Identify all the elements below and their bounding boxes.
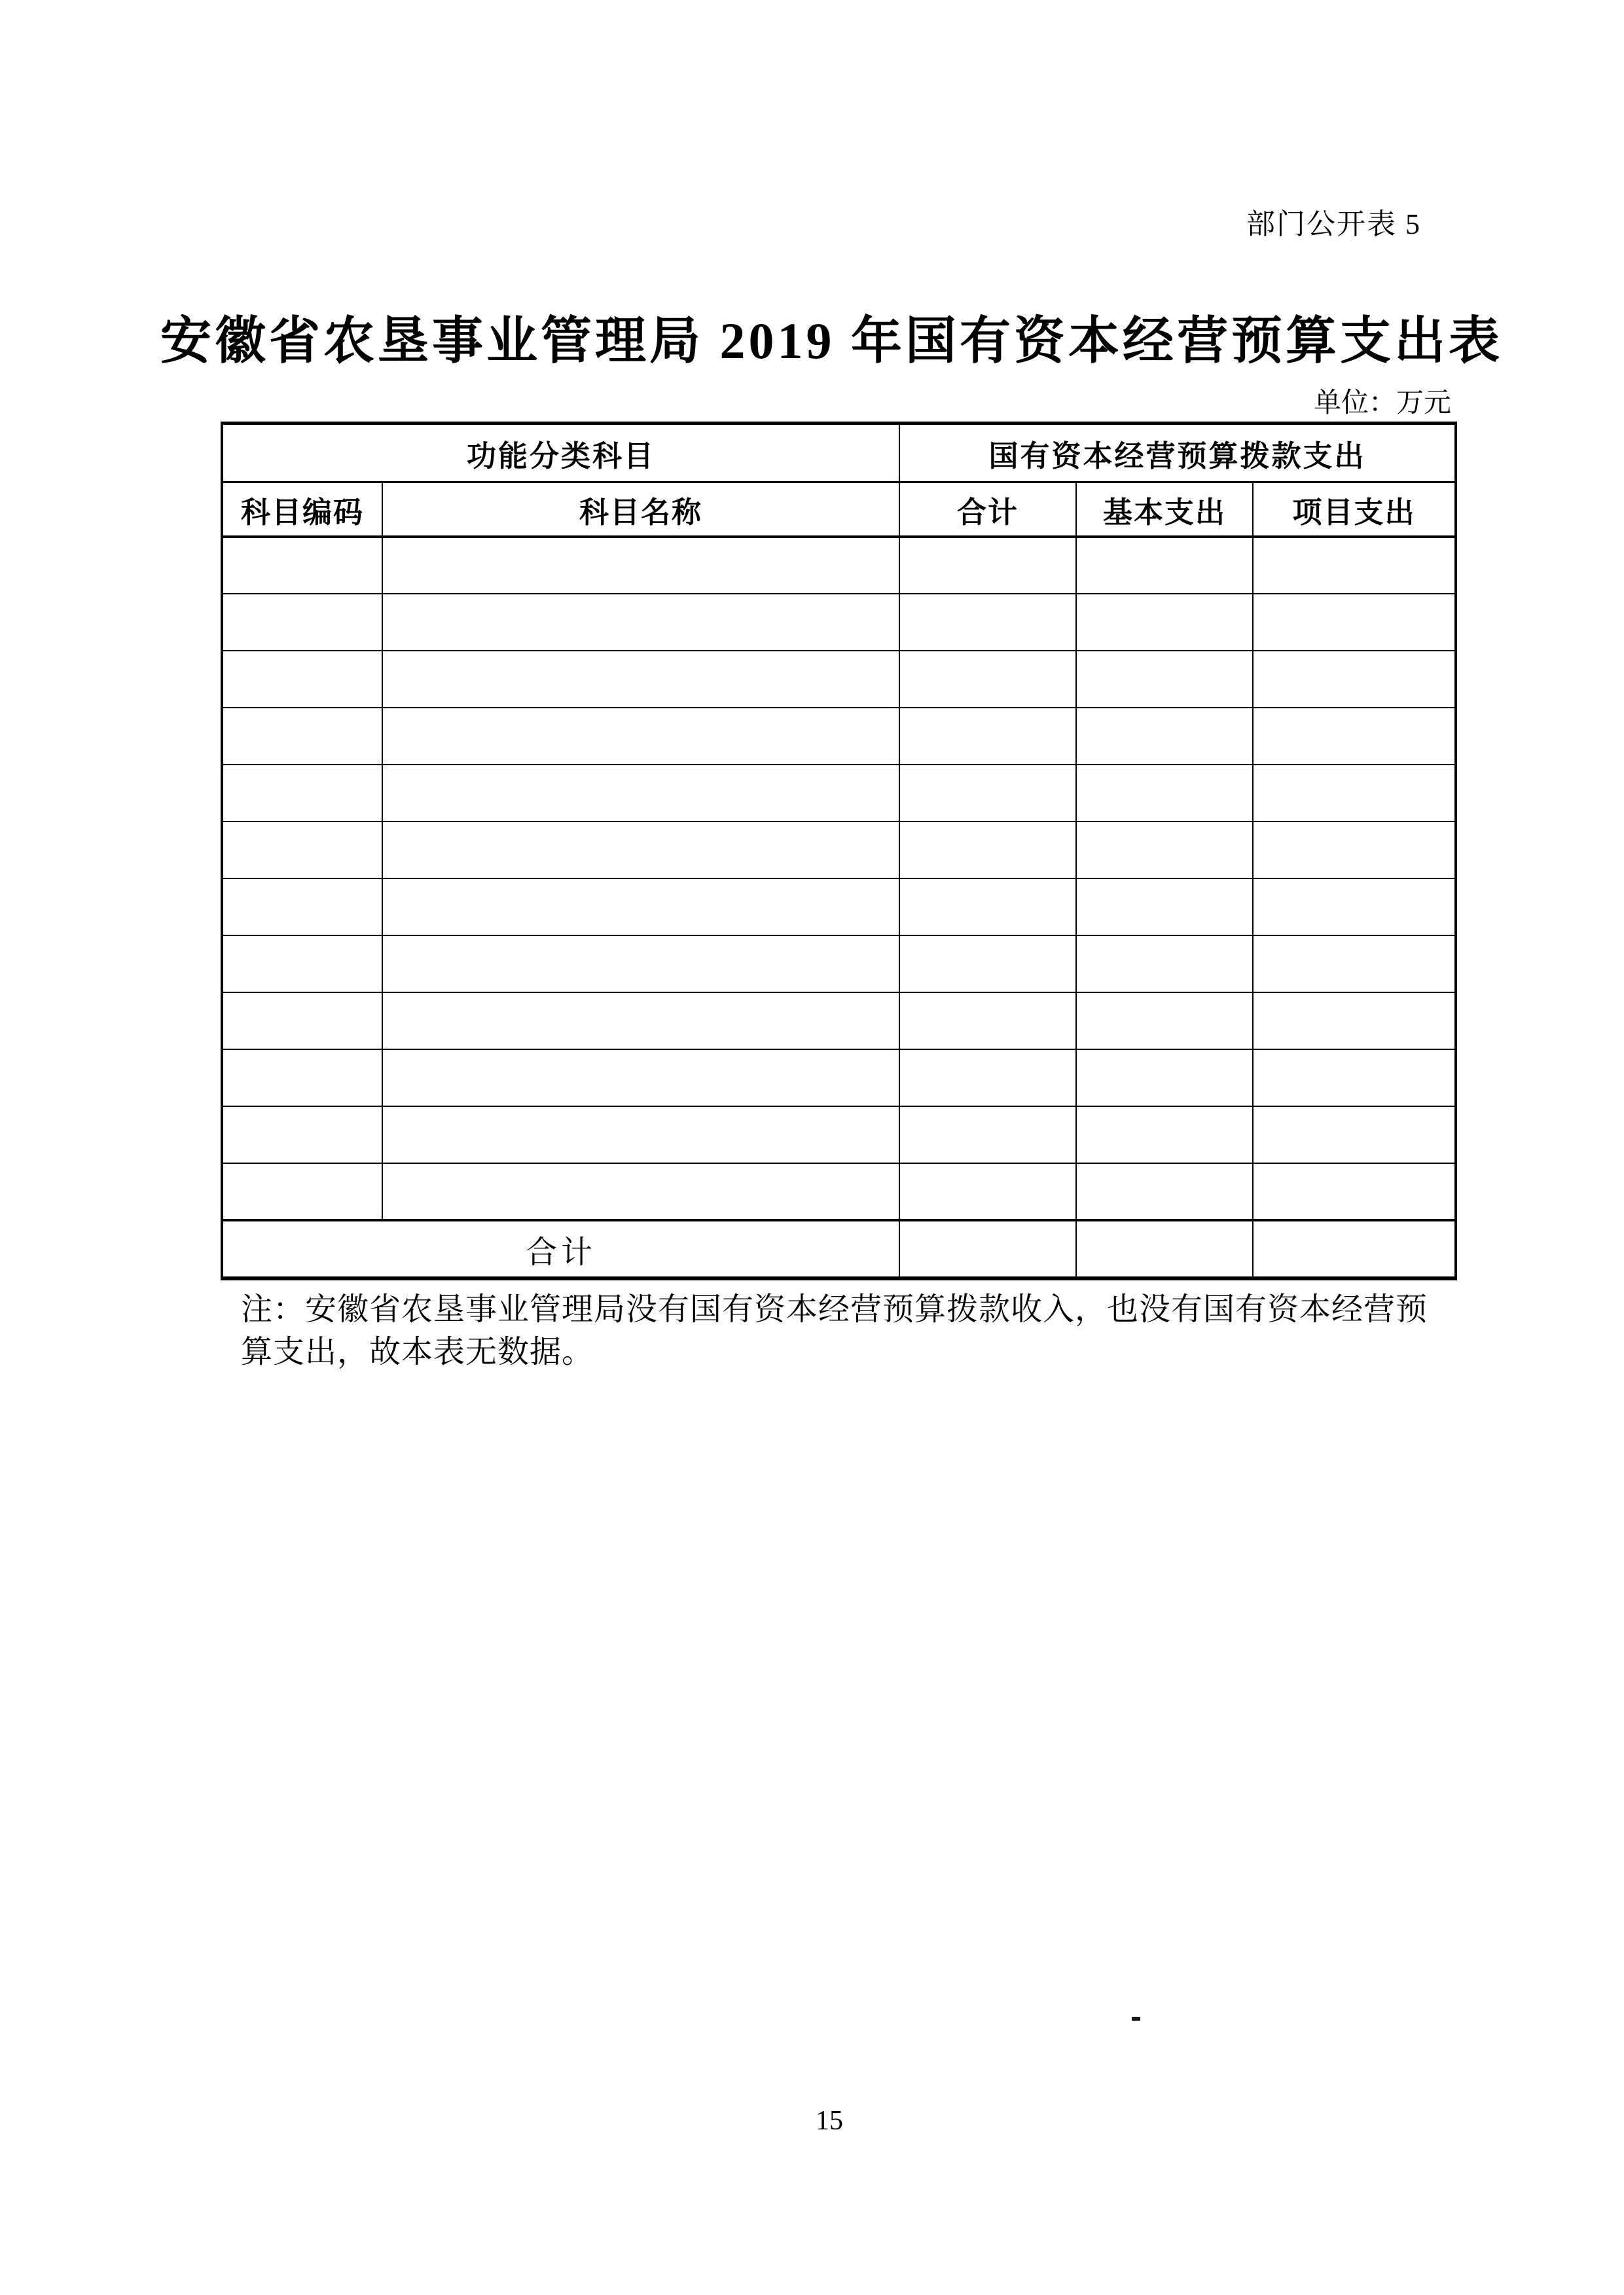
col-header-total: 合计 <box>899 482 1076 537</box>
table-cell <box>1253 765 1456 822</box>
table-row <box>222 651 1456 708</box>
footnote-line-1: 注：安徽省农垦事业管理局没有国有资本经营预算拨款收入，也没有国有资本经营预 <box>241 1292 1428 1327</box>
table-cell <box>899 1106 1076 1163</box>
table-cell <box>382 537 899 594</box>
scan-artifact-mark <box>1132 2017 1140 2021</box>
table-cell <box>382 878 899 935</box>
col-header-subject-name: 科目名称 <box>382 482 899 537</box>
table-row <box>222 992 1456 1049</box>
table-cell <box>1076 537 1253 594</box>
table-cell <box>222 765 382 822</box>
table-row <box>222 765 1456 822</box>
table-cell <box>382 594 899 651</box>
total-row <box>222 1220 1456 1278</box>
table-cell <box>382 1163 899 1220</box>
table-cell <box>222 708 382 765</box>
table-cell <box>1253 537 1456 594</box>
table-cell <box>1253 594 1456 651</box>
table-row <box>222 594 1456 651</box>
table-cell <box>1076 708 1253 765</box>
table-cell <box>222 992 382 1049</box>
table-row <box>222 878 1456 935</box>
unit-label: 单位：万元 <box>1313 388 1451 418</box>
table-cell <box>1253 822 1456 878</box>
col-header-project-expenditure: 项目支出 <box>1253 482 1456 537</box>
budget-table <box>221 422 1457 1280</box>
table-cell <box>1076 1106 1253 1163</box>
table-row <box>222 822 1456 878</box>
table-cell <box>899 537 1076 594</box>
header-functional-classification: 功能分类科目 <box>222 424 899 482</box>
table-cell <box>222 822 382 878</box>
table-cell <box>222 537 382 594</box>
table-cell <box>899 651 1076 708</box>
table-cell <box>899 1049 1076 1106</box>
table-cell <box>222 1106 382 1163</box>
col-header-subject-code: 科目编码 <box>222 482 382 537</box>
table-row <box>222 537 1456 594</box>
table-cell <box>1076 935 1253 992</box>
doc-label: 部门公开表 5 <box>1246 208 1421 240</box>
table-cell <box>1253 1049 1456 1106</box>
table-row <box>222 1106 1456 1163</box>
total-cell-total <box>899 1220 1076 1278</box>
table-cell <box>222 1049 382 1106</box>
table-cell <box>1076 765 1253 822</box>
table-cell <box>382 935 899 992</box>
table-cell <box>899 765 1076 822</box>
table-cell <box>1253 651 1456 708</box>
header-state-capital-budget-expenditure: 国有资本经营预算拨款支出 <box>899 424 1456 482</box>
table-cell <box>382 992 899 1049</box>
table-cell <box>1253 708 1456 765</box>
total-cell-project-expenditure <box>1253 1220 1456 1278</box>
header-column-row <box>222 482 1456 537</box>
footnote-line-2: 算支出，故本表无数据。 <box>241 1335 594 1369</box>
table-cell <box>222 594 382 651</box>
table-cell <box>1253 1163 1456 1220</box>
table-cell <box>1076 822 1253 878</box>
table-cell <box>1253 878 1456 935</box>
footnote <box>241 1288 1460 1373</box>
table-cell <box>1076 992 1253 1049</box>
total-row-label: 合计 <box>222 1220 899 1278</box>
table-cell <box>899 878 1076 935</box>
table-cell <box>382 765 899 822</box>
table-cell <box>1253 1106 1456 1163</box>
table-cell <box>1076 878 1253 935</box>
total-cell-basic-expenditure <box>1076 1220 1253 1278</box>
table-cell <box>382 651 899 708</box>
table-cell <box>382 1106 899 1163</box>
table-cell <box>1076 1163 1253 1220</box>
page-number: 15 <box>816 2106 843 2136</box>
table-cell <box>222 651 382 708</box>
table-cell <box>899 1163 1076 1220</box>
col-header-basic-expenditure: 基本支出 <box>1076 482 1253 537</box>
table-row <box>222 708 1456 765</box>
table-cell <box>382 822 899 878</box>
table-row <box>222 935 1456 992</box>
table-cell <box>1076 1049 1253 1106</box>
table-row <box>222 1163 1456 1220</box>
table-cell <box>899 708 1076 765</box>
table-cell <box>1076 651 1253 708</box>
table-cell <box>1076 594 1253 651</box>
table-cell <box>899 935 1076 992</box>
header-group-row <box>222 424 1456 482</box>
table-cell <box>899 992 1076 1049</box>
table-cell <box>899 822 1076 878</box>
table-cell <box>899 594 1076 651</box>
table-cell <box>222 935 382 992</box>
table-cell <box>382 708 899 765</box>
page-title: 安徽省农垦事业管理局 2019 年国有资本经营预算支出表 <box>160 312 1503 369</box>
table-cell <box>382 1049 899 1106</box>
table-cell <box>222 1163 382 1220</box>
table-row <box>222 1049 1456 1106</box>
table-cell <box>222 878 382 935</box>
table-cell <box>1253 992 1456 1049</box>
table-cell <box>1253 935 1456 992</box>
